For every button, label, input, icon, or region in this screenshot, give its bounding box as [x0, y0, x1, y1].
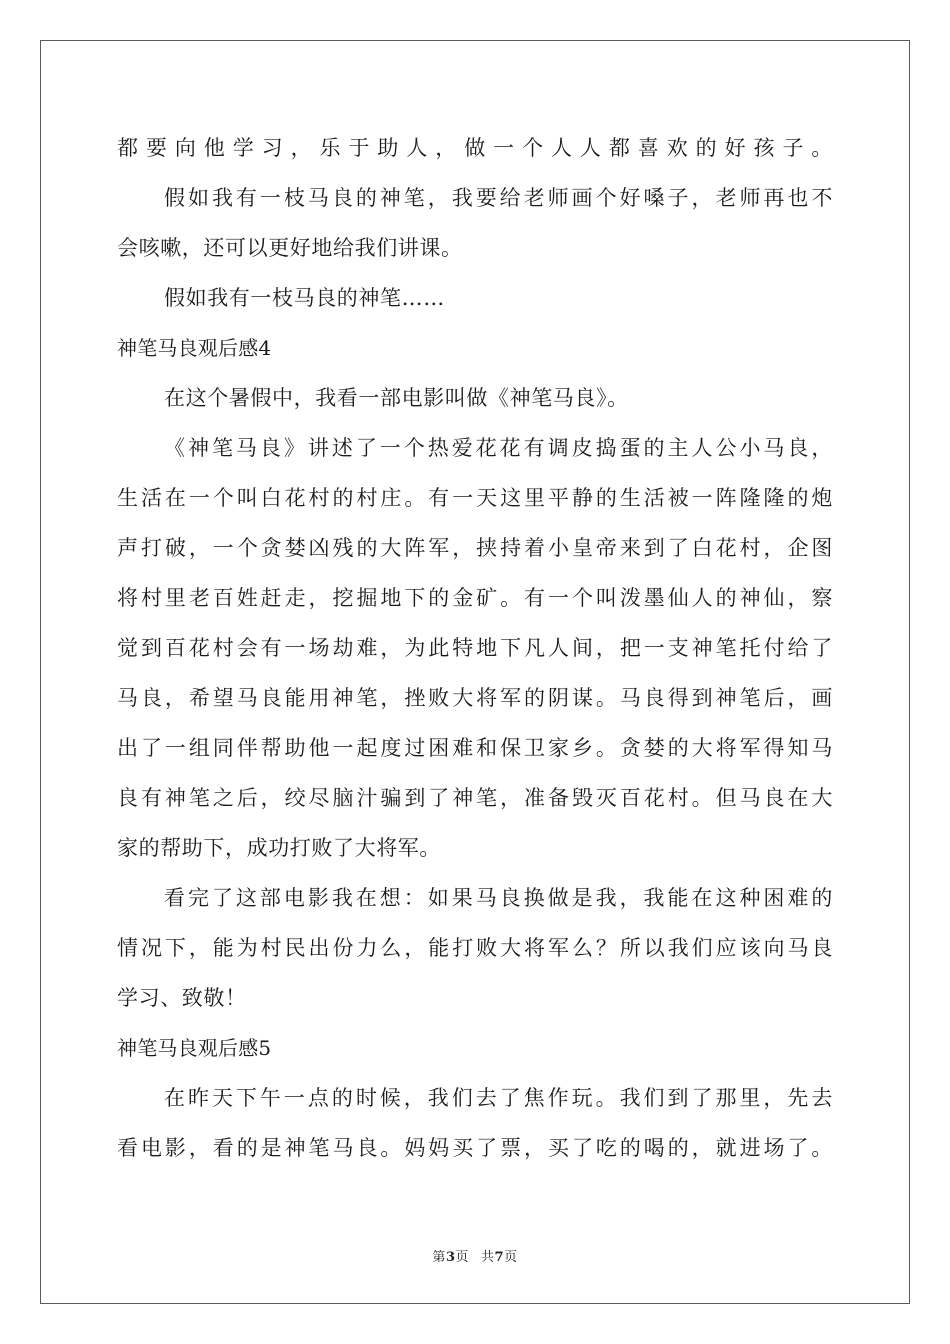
page-prefix: 第 — [432, 1250, 446, 1265]
page-suffix: 页 — [455, 1250, 469, 1265]
paragraph-line: 觉到百花村会有一场劫难，为此特地下凡人间，把一支神笔托付给了 — [117, 636, 833, 660]
paragraph-line: 学习、致敬！ — [117, 986, 247, 1010]
document-body — [117, 123, 833, 1173]
paragraph-line: 良有神笔之后，绞尽脑汁骗到了神笔，准备毁灭百花村。但马良在大 — [117, 786, 833, 810]
paragraph-first-line: 《神笔马良》讲述了一个热爱花花有调皮捣蛋的主人公小马良， — [164, 436, 833, 460]
paragraph-line: 都要向他学习，乐于助人，做一个人人都喜欢的好孩子。 — [117, 136, 833, 160]
paragraph-first-line: 在昨天下午一点的时候，我们去了焦作玩。我们到了那里，先去 — [164, 1086, 833, 1110]
page-number: 3 — [445, 1250, 456, 1265]
paragraph-first-line: 假如我有一枝马良的神笔，我要给老师画个好嗓子，老师再也不 — [164, 186, 833, 210]
paragraph-line: 会咳嗽，还可以更好地给我们讲课。 — [117, 236, 463, 260]
page-footer — [0, 1246, 950, 1265]
paragraph-line: 将村里老百姓赶走，挖掘地下的金矿。有一个叫泼墨仙人的神仙，察 — [117, 586, 833, 610]
paragraph-line: 出了一组同伴帮助他一起度过困难和保卫家乡。贪婪的大将军得知马 — [117, 736, 833, 760]
section-heading: 神笔马良观后感4 — [117, 336, 272, 360]
paragraph-first-line: 假如我有一枝马良的神笔…… — [164, 286, 445, 310]
paragraph-line: 看电影，看的是神笔马良。妈妈买了票，买了吃的喝的，就进场了。 — [117, 1136, 833, 1160]
paragraph-first-line: 看完了这部电影我在想：如果马良换做是我，我能在这种困难的 — [164, 886, 833, 910]
total-suffix: 页 — [504, 1250, 518, 1265]
paragraph-line: 生活在一个叫白花村的村庄。有一天这里平静的生活被一阵隆隆的炮 — [117, 486, 833, 510]
paragraph-line: 家的帮助下，成功打败了大将军。 — [117, 836, 441, 860]
total-pages: 7 — [494, 1250, 505, 1265]
total-prefix: 共 — [481, 1250, 495, 1265]
paragraph-line: 声打破，一个贪婪凶残的大阵军，挟持着小皇帝来到了白花村，企图 — [117, 536, 833, 560]
paragraph-line: 马良，希望马良能用神笔，挫败大将军的阴谋。马良得到神笔后，画 — [117, 686, 833, 710]
paragraph-first-line: 在这个暑假中，我看一部电影叫做《神笔马良》。 — [164, 386, 629, 410]
paragraph-line: 情况下，能为村民出份力么，能打败大将军么？所以我们应该向马良 — [117, 936, 833, 960]
section-heading: 神笔马良观后感5 — [117, 1036, 272, 1060]
